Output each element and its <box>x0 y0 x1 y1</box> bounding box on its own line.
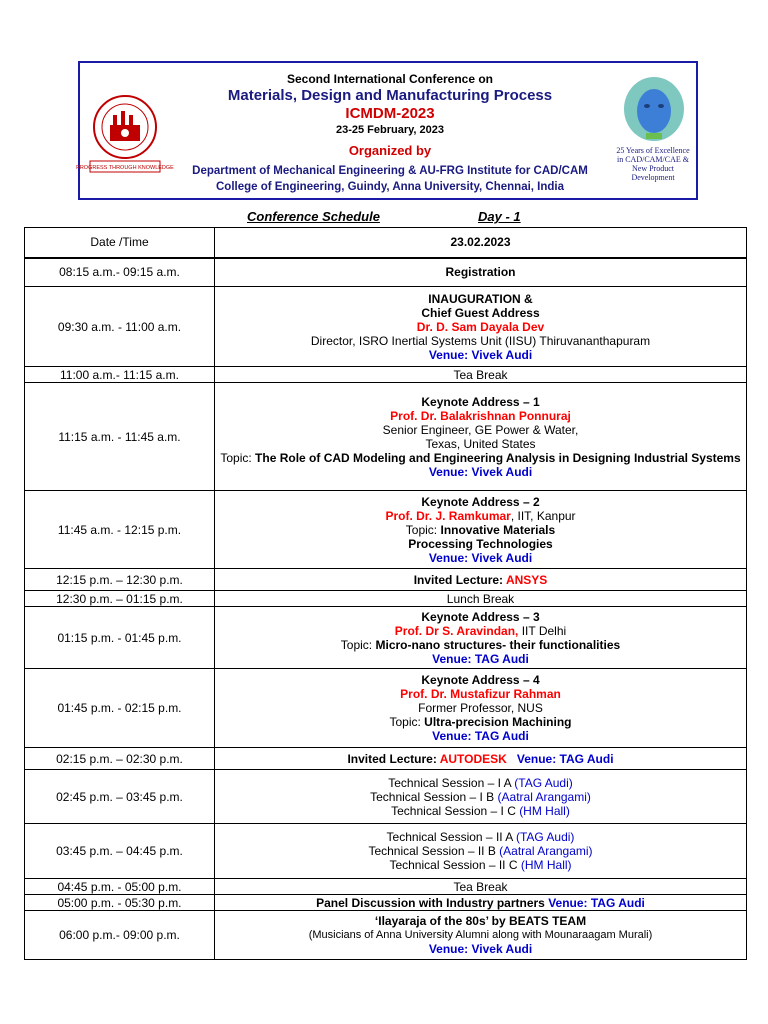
speaker-name: Prof. Dr. J. Ramkumar <box>385 508 511 523</box>
table-row <box>25 748 747 770</box>
organized-by: Organized by <box>348 143 432 158</box>
event-cell: Lunch Break <box>215 591 747 607</box>
time-cell: 12:15 p.m. – 12:30 p.m. <box>25 569 215 591</box>
organizer-college: College of Engineering, Guindy, Anna University, Chennai, India <box>215 181 565 193</box>
header-date: 23.02.2023 <box>215 228 747 258</box>
table-row <box>25 911 747 960</box>
table-row <box>25 824 747 879</box>
time-cell: 09:30 a.m. - 11:00 a.m. <box>25 287 215 367</box>
header-date-time: Date /Time <box>25 228 215 258</box>
venue: Venue: TAG Audi <box>516 751 614 766</box>
event-cell: INAUGURATION & Chief Guest Address Dr. D. Sam Dayala Dev Director, ISRO Inertial Systems Unit (IISU) Thiruvananthapuram Venue: Vivek Audi <box>215 287 747 367</box>
event-cell: Technical Session – I A (TAG Audi) Technical Session – I B (Aatral Arangami) Technical Session – I C (HM Hall) <box>215 770 747 824</box>
table-row <box>25 607 747 669</box>
event-cell: Tea Break <box>215 879 747 895</box>
event-cell: Keynote Address – 1 Prof. Dr. Balakrishnan Ponnuraj Senior Engineer, GE Power & Water, Texas, United States Topic: The Role of CAD Modeling and Engineering Analysis in Designing Industrial Systems Venue: Vivek Audi <box>215 383 747 491</box>
schedule-title: Conference Schedule <box>247 209 380 224</box>
venue: Venue: Vivek Audi <box>428 347 533 362</box>
event-cell: Keynote Address – 3 Prof. Dr S. Aravindan, IIT Delhi Topic: Micro-nano structures- their functionalities Venue: TAG Audi <box>215 607 747 669</box>
table-row <box>25 569 747 591</box>
speaker-name: Dr. D. Sam Dayala Dev <box>416 319 545 334</box>
schedule-table <box>24 227 747 960</box>
conference-acronym: ICMDM-2023 <box>345 105 435 122</box>
table-row <box>25 491 747 569</box>
cadcam-caption: 25 Years of Excellence in CAD/CAM/CAE & New Product Development <box>616 146 690 182</box>
time-cell: 08:15 a.m.- 09:15 a.m. <box>25 258 215 287</box>
time-cell: 02:15 p.m. – 02:30 p.m. <box>25 748 215 770</box>
table-row <box>25 669 747 748</box>
table-header-row <box>25 228 747 258</box>
time-cell: 11:15 a.m. - 11:45 a.m. <box>25 383 215 491</box>
time-cell: 04:45 p.m. - 05:00 p.m. <box>25 879 215 895</box>
conference-dates: 23-25 February, 2023 <box>335 124 445 136</box>
table-row <box>25 591 747 607</box>
venue: Venue: Vivek Audi <box>428 550 533 565</box>
speaker-name: Prof. Dr. Mustafizur Rahman <box>400 687 561 701</box>
day-title: Day - 1 <box>478 209 521 224</box>
event-cell: Keynote Address – 4 Prof. Dr. Mustafizur Rahman Former Professor, NUS Topic: Ultra-precision Machining Venue: TAG Audi <box>215 669 747 748</box>
venue: Venue: Vivek Audi <box>428 464 533 479</box>
time-cell: 06:00 p.m.- 09:00 p.m. <box>25 911 215 960</box>
venue: Venue: Vivek Audi <box>428 942 533 956</box>
organizer-department: Department of Mechanical Engineering & AU-FRG Institute for CAD/CAM <box>192 165 588 177</box>
event-cell: ‘Ilayaraja of the 80s’ by BEATS TEAM (Musicians of Anna University Alumni along with Mounaraagam Murali) Venue: Vivek Audi <box>215 911 747 960</box>
event-cell: Tea Break <box>215 367 747 383</box>
time-cell: 01:45 p.m. - 02:15 p.m. <box>25 669 215 748</box>
table-row <box>25 287 747 367</box>
conference-name: Materials, Design and Manufacturing Process <box>227 87 553 104</box>
svg-text:PROGRESS THROUGH KNOWLEDGE: PROGRESS THROUGH KNOWLEDGE <box>76 165 174 171</box>
time-cell: 11:45 a.m. - 12:15 p.m. <box>25 491 215 569</box>
time-cell: 01:15 p.m. - 01:45 p.m. <box>25 607 215 669</box>
time-cell: 05:00 p.m. - 05:30 p.m. <box>25 895 215 911</box>
table-row <box>25 895 747 911</box>
event-cell: Technical Session – II A (TAG Audi) Technical Session – II B (Aatral Arangami) Technical Session – II C (HM Hall) <box>215 824 747 879</box>
venue: Venue: TAG Audi <box>432 651 529 666</box>
time-cell: 03:45 p.m. – 04:45 p.m. <box>25 824 215 879</box>
table-row <box>25 367 747 383</box>
event-cell: Invited Lecture: ANSYS <box>215 569 747 591</box>
time-cell: 11:00 a.m.- 11:15 a.m. <box>25 367 215 383</box>
speaker-name: Prof. Dr S. Aravindan, <box>394 623 519 638</box>
conference-header <box>78 61 698 200</box>
conference-ordinal: Second International Conference on <box>286 72 494 86</box>
venue: Venue: TAG Audi <box>432 729 529 743</box>
table-row <box>25 879 747 895</box>
event-cell: Invited Lecture: AUTODESK Venue: TAG Audi <box>215 748 747 770</box>
table-row <box>25 383 747 491</box>
time-cell: 12:30 p.m. – 01:15 p.m. <box>25 591 215 607</box>
table-row <box>25 770 747 824</box>
event-cell: Panel Discussion with Industry partners Venue: TAG Audi <box>215 895 747 911</box>
time-cell: 02:45 p.m. – 03:45 p.m. <box>25 770 215 824</box>
speaker-name: Prof. Dr. Balakrishnan Ponnuraj <box>390 408 571 423</box>
event-cell: Registration <box>215 258 747 287</box>
event-cell: Keynote Address – 2 Prof. Dr. J. Ramkumar, IIT, Kanpur Topic: Innovative Materials Processing Technologies Venue: Vivek Audi <box>215 491 747 569</box>
venue: Venue: TAG Audi <box>548 895 645 910</box>
table-row <box>25 258 747 287</box>
